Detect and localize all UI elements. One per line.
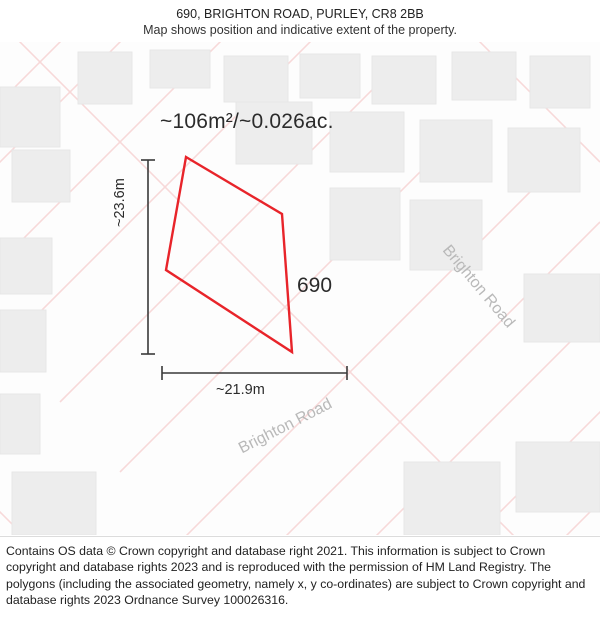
road-label-brighton-road-south: Brighton Road bbox=[236, 395, 335, 458]
page-title: 690, BRIGHTON ROAD, PURLEY, CR8 2BB bbox=[176, 7, 424, 21]
plot-number-label: 690 bbox=[297, 274, 333, 297]
plot-area-label: ~106m²/~0.026ac. bbox=[160, 110, 334, 133]
dimension-horizontal-label: ~21.9m bbox=[216, 382, 265, 398]
map-attribution-footer bbox=[0, 536, 600, 625]
map-canvas[interactable] bbox=[0, 42, 600, 535]
page-subtitle: Map shows position and indicative extent of the property. bbox=[143, 23, 457, 37]
copyright-text: Contains OS data © Crown copyright and database right 2021. This information is subject to Crown copyright and database rights 2023 and is reproduced with the permission of HM Land Registry. The polygons (including the associated geometry, namely x, y co-ordinates) are subject to Crown copyright and database rights 2023 Ordnance Survey 100026316. bbox=[6, 544, 586, 608]
map-header bbox=[0, 0, 600, 39]
road-label-brighton-road-east: Brighton Road bbox=[438, 242, 518, 332]
dimension-vertical-label: ~23.6m bbox=[112, 178, 128, 227]
